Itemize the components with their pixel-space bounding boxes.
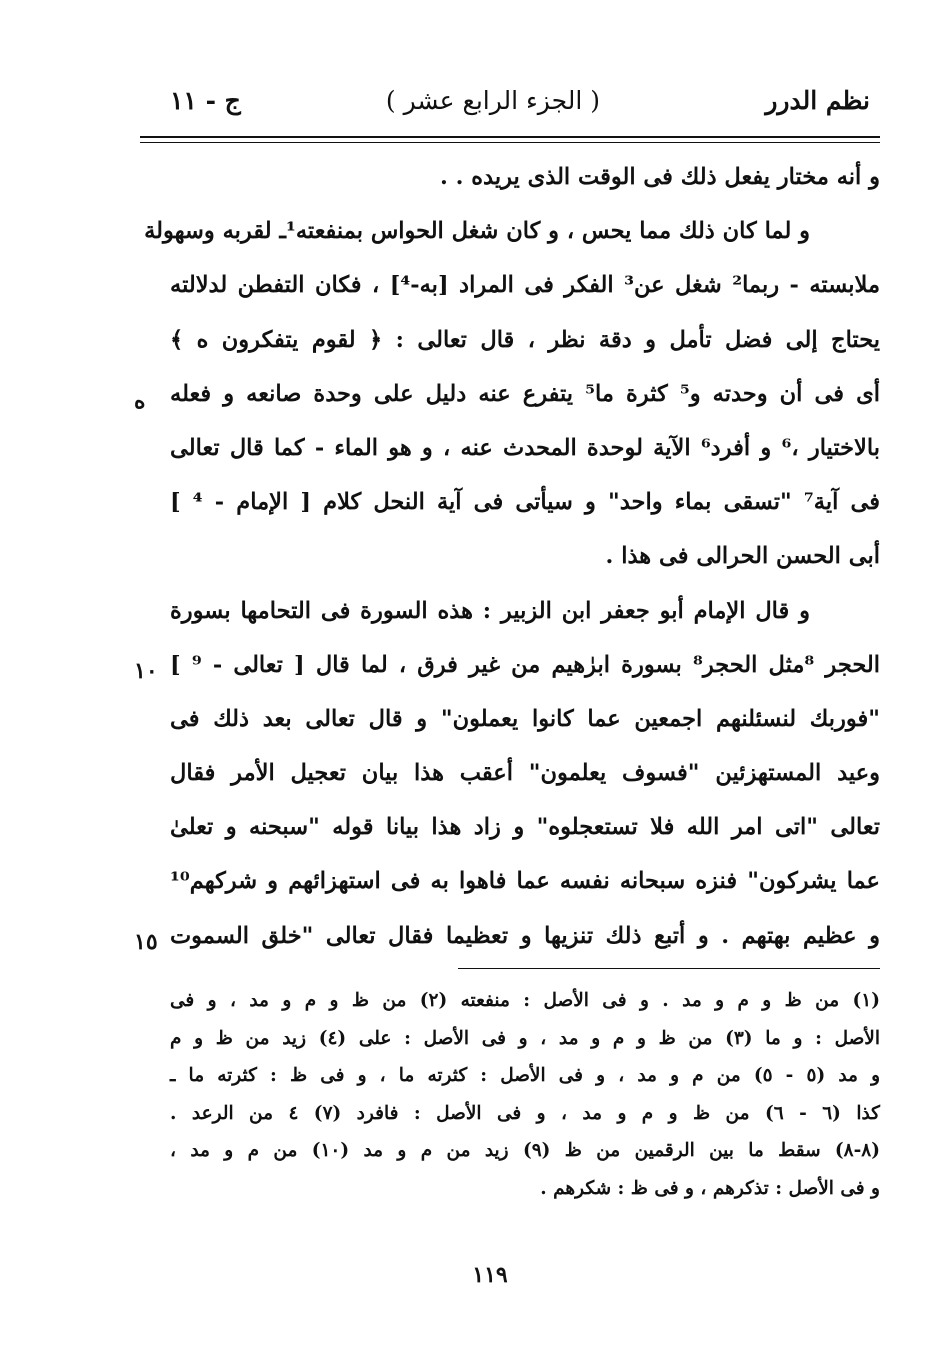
footnote-line: و مد (٥ - ٥) من م و مد ، و فى الأصل : كثرته ما ، و فى ظ : كثرته ما ـ (170, 1065, 881, 1086)
text-line: بالاختيار ،⁶ و أفرد⁶ الآية لوحدة المحدث عنه ، و هو الماء - كما قال تعالى (170, 434, 880, 461)
chapter-number: ج - ١١ (170, 86, 241, 115)
text-line: يحتاج إلى فضل تأمل و دقة نظر ، قال تعالى : ﴿ لقوم يتفكرون ه ﴾ (170, 326, 880, 353)
running-header (150, 78, 870, 130)
text-line: فى آية⁷ "تسقى بماء واحد" و سيأتى فى آية النحل كلام [ الإمام - ⁴ ] (170, 489, 880, 516)
footnote-line: و فى الأصل : تذكرهم ، و فى ظ : شكرهم . (540, 1177, 880, 1199)
text-line: و لما كان ذلك مما يحس ، و كان شغل الحواس بمنفعته¹ـ لقربه وسهولة (144, 218, 810, 245)
footnotes (170, 982, 880, 1207)
header-rule-thin (140, 142, 880, 143)
footnote-line: كذا (٦ - ٦) من ظ و م و مد ، و فى الأصل : فافرد (٧) ٤ من الرعد . (170, 1102, 880, 1124)
footnote-line: الأصل : و ما (٣) من ظ و م و مد ، و فى الأصل : على (٤) زيد من ظ و م (170, 1027, 880, 1049)
text-line: أى فى أن وحدته و⁵ كثرة ما⁵ يتفرع عنه دليل على وحدة صانعه و فعله (170, 380, 880, 407)
margin-line-number-5: ه (134, 388, 146, 414)
text-line: و عظيم بهتهم . و أتبع ذلك تنزيها و تعظيما فقال تعالى "خلق السموت (170, 922, 880, 949)
footnote-line: (١) من ظ و م و مد . و فى الأصل : منفعته (٢) من ظ و م و مد ، و فى (170, 990, 880, 1011)
page-number: ١١٩ (472, 1262, 508, 1288)
text-line: تعالى "اتى امر الله فلا تستعجلوه" و زاد هذا بيانا قوله "سبحنه و تعلىٰ (170, 814, 880, 841)
book-title: نظم الدرر (765, 86, 870, 115)
text-line: عما يشركون" فنزه سبحانه نفسه عما فاهوا به فى استهزائهم و شركهم¹⁰ (170, 868, 880, 895)
text-line: "فوربك لنسئلنهم اجمعين عما كانوا يعملون" و قال تعالى بعد ذلك فى (170, 705, 880, 732)
footnote-line: (٨-٨) سقط ما بين الرقمين من ظ (٩) زيد من م و مد (١٠) من م و مد ، (170, 1140, 880, 1161)
margin-line-number-10: ١٠ (134, 658, 158, 684)
footnote-separator (458, 968, 880, 969)
margin-line-number-15: ١٥ (134, 929, 158, 955)
text-line: ملابسته - ربما² شغل عن³ الفكر فى المراد [به-⁴] ، فكان التفطن لدلالته (170, 272, 881, 299)
header-rule (140, 136, 880, 138)
text-line: الحجر ⁸مثل الحجر⁸ بسورة ابرٰهيم من غير فرق ، لما قال [ تعالى - ⁹ ] (170, 651, 881, 678)
text-line: وعيد المستهزئين "فسوف يعلمون" أعقب هذا بيان تعجيل الأمر فقال (170, 760, 880, 787)
text-line: أبى الحسن الحرالى فى هذا . (605, 543, 880, 570)
part-title: ( الجزء الرابع عشر ) (385, 86, 600, 115)
text-line: و قال الإمام أبو جعفر ابن الزبير : هذه السورة فى التحامها بسورة (170, 597, 810, 624)
text-line: و أنه مختار يفعل ذلك فى الوقت الذى يريده . . (439, 164, 880, 190)
